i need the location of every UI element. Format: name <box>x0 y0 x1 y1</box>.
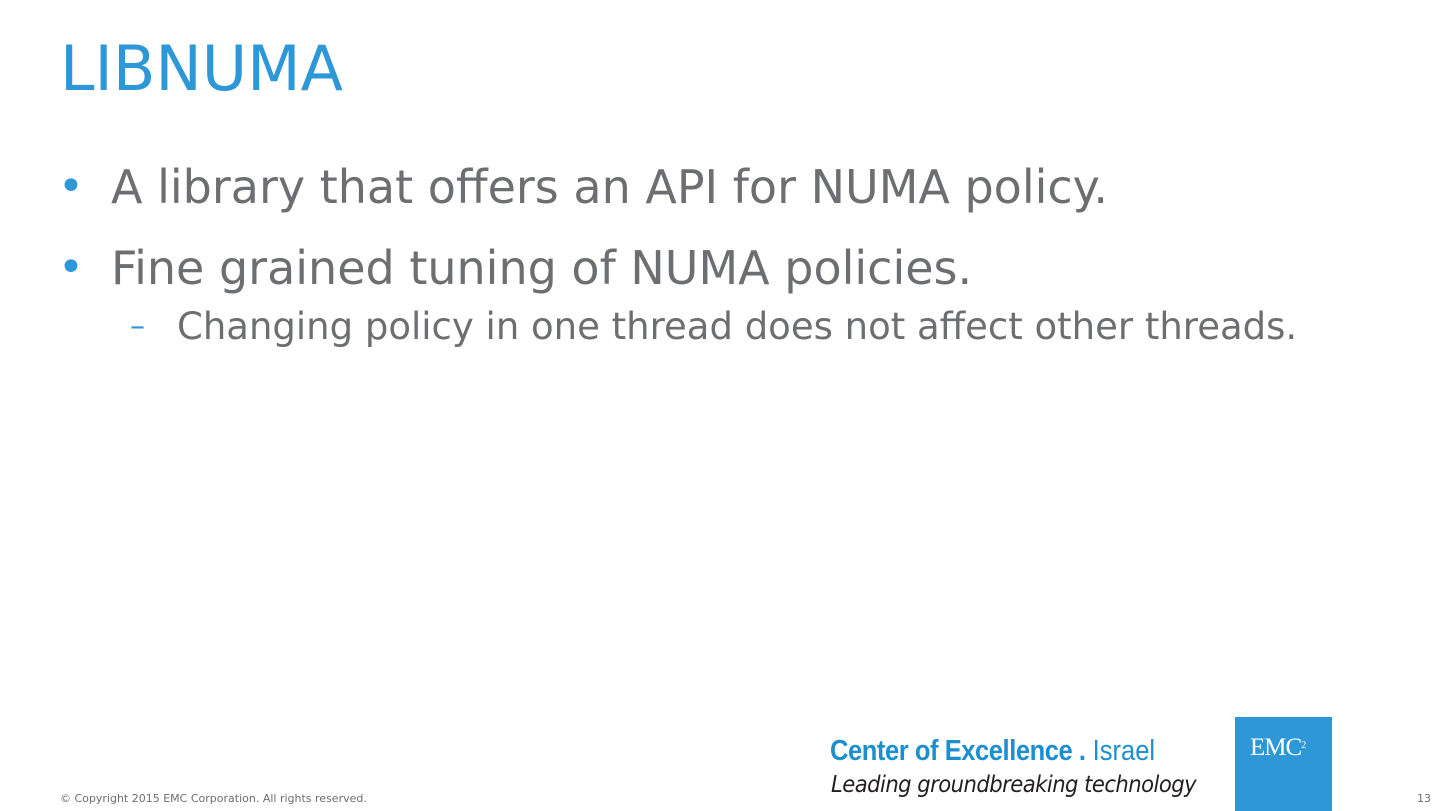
dash-icon: – <box>130 309 145 344</box>
emc-wordmark <box>1250 733 1306 763</box>
bullet-dot-icon: • <box>58 242 84 293</box>
emc-wordmark-text: EMC <box>1250 734 1302 761</box>
sub-bullet-text: Changing policy in one thread does not affect other threads. <box>177 305 1298 348</box>
center-of-excellence-logo <box>830 732 1222 804</box>
coe-heading-strong: Center of Excellence . <box>830 735 1086 767</box>
bullet-text: Fine grained tuning of NUMA policies. <box>111 241 973 295</box>
emc-superscript: 2 <box>1301 740 1307 751</box>
coe-heading <box>830 732 1155 770</box>
copyright-notice: © Copyright 2015 EMC Corporation. All rights reserved. <box>60 792 367 805</box>
slide-title: LIBNUMA <box>60 32 344 105</box>
coe-tagline: Leading groundbreaking technology <box>831 772 1197 798</box>
coe-heading-location: Israel <box>1085 735 1156 767</box>
bullet-text: A library that offers an API for NUMA policy. <box>111 160 1108 214</box>
page-number: 13 <box>1417 792 1431 805</box>
bullet-dot-icon: • <box>58 161 84 212</box>
emc-logo <box>1235 717 1332 811</box>
